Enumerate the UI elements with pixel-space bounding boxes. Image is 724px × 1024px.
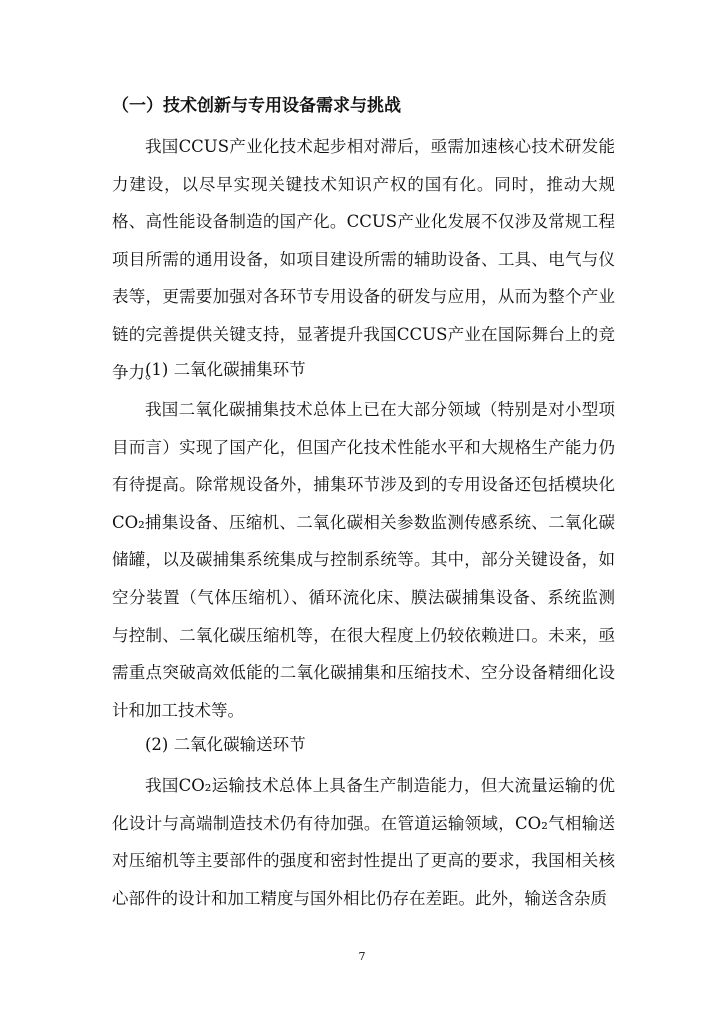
section-heading: （一）技术创新与专用设备需求与挑战: [112, 96, 401, 116]
page-number: 7: [358, 950, 366, 963]
transport-subheading: (2) 二氧化碳输送环节: [145, 735, 306, 754]
capture-paragraph: 我国二氧化碳捕集技术总体上已在大部分领域（特别是对小型项目而言）实现了国产化，但国产化技术性能水平和大规格生产能力仍有待提高。除常规设备外，捕集环节涉及到的专用设备还包括模块化CO₂捕集设备、压缩机、二氧化碳相关参数监测传感系统、二氧化碳储罐，以及碳捕集系统集成与控制系统等。其中，部分关键设备，如空分装置（气体压缩机）、循环流化床、膜法碳捕集设备、系统监测与控制、二氧化碳压缩机等，在很大程度上仍较依赖进口。未来，亟需重点突破高效低能的二氧化碳捕集和压缩技术、空分设备精细化设计和加工技术等。: [112, 400, 615, 720]
intro-paragraph: 我国CCUS产业化技术起步相对滞后，亟需加速核心技术研发能力建设，以尽早实现关键技术知识产权的国有化。同时，推动大规格、高性能设备制造的国产化。CCUS产业化发展不仅涉及常规工程项目所需的通用设备，如项目建设所需的辅助设备、工具、电气与仪表等，更需要加强对各环节专用设备的研发与应用，从而为整个产业链的完善提供关键支持，显著提升我国CCUS产业在国际舞台上的竞争力。: [112, 137, 615, 382]
capture-subheading: (1) 二氧化碳捕集环节: [145, 360, 306, 379]
transport-paragraph: 我国CO₂运输技术总体上具备生产制造能力，但大流量运输的优化设计与高端制造技术仍有待加强。在管道运输领域，CO₂气相输送对压缩机等主要部件的强度和密封性提出了更高的要求，我国相关核心部件的设计和加工精度与国外相比仍存在差距。此外，输送含杂质: [112, 776, 615, 908]
